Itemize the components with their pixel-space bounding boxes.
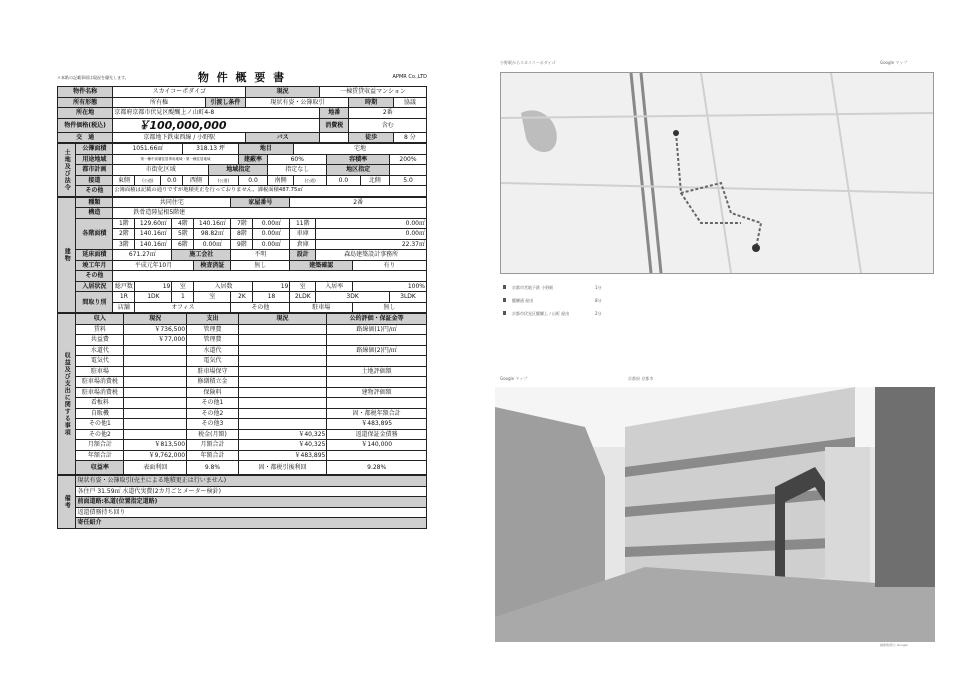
structure-label: 構造 (76, 208, 113, 219)
valuation-item (327, 356, 427, 367)
land-section-label: 土地及び法令 (58, 144, 76, 197)
income-item: 月額合計 (76, 440, 124, 451)
form-label: 所有形態 (58, 97, 113, 108)
design-value: 森島建築設計事務所 (316, 250, 427, 261)
income-item: 自販機 (76, 408, 124, 419)
finance-row (58, 356, 427, 367)
layout-2k-count: 18 (253, 292, 290, 303)
income-value: ￥77,000 (124, 335, 187, 346)
district-value: 指定なし (268, 165, 327, 176)
layout-shop: 店舗 (113, 302, 135, 313)
photo-caption: Google マップ (500, 376, 528, 381)
legend-label: 醍醐通 経由 (512, 298, 534, 303)
traffic-value: 京都地下鉄東西線 / 小野駅 (113, 132, 246, 143)
storage-area: 22.37㎡ (316, 239, 427, 250)
income-value (124, 377, 187, 388)
built-label: 竣工年月 (76, 260, 113, 271)
units-label: 総戸数 (113, 281, 135, 292)
summary-table (57, 86, 427, 143)
company-name: APMR Co.,LTD (392, 74, 427, 80)
road-east: 東側 (113, 175, 135, 186)
expense-value (238, 408, 327, 419)
photo-credit: 画像取得日: Google (880, 643, 908, 647)
remark-line: 各住戸 31.59㎡ 水道代実費(2カ月ごとメーター検針) (76, 486, 427, 497)
zone-value (390, 165, 427, 176)
expense-value (238, 419, 327, 430)
trees (875, 387, 935, 587)
remarks-label: 備考 (58, 476, 76, 529)
legend-row (500, 295, 620, 308)
layout-1r: 1R (113, 292, 135, 303)
income-value (124, 408, 187, 419)
land-other-label: その他 (76, 186, 113, 197)
rate-label: 入居率 (316, 281, 353, 292)
remark-line: 寄任紹介 (76, 518, 427, 529)
valuation-item (327, 450, 427, 461)
net-yield-value: 9.28% (327, 461, 427, 475)
road-north-width: 5.0 (390, 175, 427, 186)
units-value: 19 (135, 281, 172, 292)
expense-value: ￥483,895 (238, 450, 327, 461)
map-legend (500, 282, 620, 342)
occupied-label: 入居数 (194, 281, 253, 292)
expense-value (238, 356, 327, 367)
income-value (124, 345, 187, 356)
layout-2ldk: 2LDK (290, 292, 316, 303)
valuation-item: 固・都税年額合計 (327, 408, 427, 419)
road-north: 北側 (360, 175, 390, 186)
route-step-icon (503, 298, 506, 302)
type-value: 共同住宅 (113, 197, 231, 208)
expense-value: ￥40,325 (238, 440, 327, 451)
photo-location: 京都府 京都市 (628, 376, 654, 381)
lot-value: 2番 (349, 108, 427, 119)
finance-table (57, 313, 427, 475)
status-label: 現況 (246, 87, 320, 98)
legend-label: 京都市伏見区醍醐上ノ山町 経由 (512, 311, 570, 316)
expense-value (238, 387, 327, 398)
expense-item: 保険料 (187, 387, 239, 398)
legend-value: 2分 (595, 311, 602, 316)
net-yield-label: 固・都税引後利回 (238, 461, 327, 475)
floor-4: 4階 (172, 218, 194, 229)
confirm-value: 有り (353, 260, 427, 271)
income-value (124, 387, 187, 398)
finance-row (58, 440, 427, 451)
income-label: 収入 (76, 314, 124, 325)
design-label: 設計 (290, 250, 316, 261)
confirm-label: 建築確認 (290, 260, 353, 271)
expense-item: その他3 (187, 419, 239, 430)
income-item: 駐車場消費税 (76, 387, 124, 398)
expense-item: 管理費 (187, 335, 239, 346)
building-table (57, 197, 427, 314)
finance-row (58, 419, 427, 430)
timing-label: 時期 (349, 97, 393, 108)
bus-label: バス (246, 132, 320, 143)
valuation-item (327, 335, 427, 346)
floor-area-label: 各階面積 (76, 218, 113, 250)
route-step-icon (503, 285, 506, 289)
area-tsubo: 318.13 坪 (183, 144, 238, 155)
layout-1dk-unit: 室 (194, 292, 231, 303)
plan-value: 市街化区域 (113, 165, 209, 176)
valuation-item: ￥483,895 (327, 419, 427, 430)
expense-value (238, 324, 327, 335)
location-value: 京都府京都市伏見区醍醐上ノ山町4-8 (113, 108, 320, 119)
road-south-type: (公道) (294, 175, 327, 186)
floor-9: 9階 (231, 239, 253, 250)
floor-11: 11階 (290, 218, 316, 229)
property-name: スカイコーポダイゴ (113, 87, 246, 98)
road-west-width: 0.0 (238, 175, 268, 186)
handover-label: 引渡し条件 (205, 97, 246, 108)
route-step-icon (503, 311, 506, 315)
traffic-label: 交 通 (58, 132, 113, 143)
legend-value: 1分 (595, 285, 602, 290)
road-west-type: (公道) (209, 175, 239, 186)
lot-label: 地番 (319, 108, 349, 119)
floor-2: 2階 (113, 229, 135, 240)
floor-5: 5階 (172, 229, 194, 240)
finance-row (58, 387, 427, 398)
route-map (500, 72, 934, 274)
storage: 倉庫 (290, 239, 316, 250)
sheet-title: 物 件 概 要 書 (197, 71, 287, 84)
area-m2: 1051.66㎡ (113, 144, 183, 155)
occupied-value: 19 (253, 281, 290, 292)
occupied-unit: 室 (290, 281, 316, 292)
property-status: 一棟賃貸収益マンション (319, 87, 426, 98)
floor-4-area: 140.16㎡ (194, 218, 231, 229)
legend-label: 京都市営地下鉄 小野駅 (512, 285, 554, 290)
district-label: 地域指定 (209, 165, 268, 176)
remarks-table (57, 475, 427, 529)
map-caption: 小野駅からスカイコーポダイゴ (500, 60, 556, 65)
floor-7-area: 0.00㎡ (253, 218, 290, 229)
coverage-label: 建蔽率 (238, 154, 268, 165)
income-item: 看板料 (76, 398, 124, 409)
expense-item: 電気代 (187, 356, 239, 367)
valuation-item: 建物評価額 (327, 387, 427, 398)
expense-value (238, 366, 327, 377)
total-area-label: 延床面積 (76, 250, 113, 261)
expense-item: その他1 (187, 398, 239, 409)
house-no-label: 家屋番号 (231, 197, 290, 208)
land-other-value: 公簿面積は記載の通りですが地積更正を行っておりません。課税面積487.75㎡ (113, 186, 427, 197)
expense-value (238, 335, 327, 346)
income-item: その他1 (76, 419, 124, 430)
inspect-label: 検査済証 (194, 260, 231, 271)
income-item: 駐車場 (76, 366, 124, 377)
building-photo (495, 387, 935, 642)
sheet-header (57, 68, 427, 86)
finance-section-label: 収益及び支出に関する事項 (58, 314, 76, 475)
remark-line: 返還債務持ち回り (76, 507, 427, 518)
remark-line: 前面道路:私道(位置指定道路) (76, 497, 427, 508)
expense-value (238, 345, 327, 356)
layout-3ldk: 3LDK (389, 292, 426, 303)
header-note: ＊本紙の記載事項は現況を優先します。 (57, 75, 129, 80)
expense-value (238, 398, 327, 409)
walk-value: 8 分 (393, 132, 426, 143)
map-caption-source: Google マップ (880, 60, 908, 65)
legend-row (500, 308, 620, 321)
floor-9-area: 0.00㎡ (253, 239, 290, 250)
expense-value (238, 377, 327, 388)
income-item: 賃料 (76, 324, 124, 335)
yield-label: 収益率 (76, 461, 124, 475)
expense-label: 支出 (187, 314, 239, 325)
income-value (124, 356, 187, 367)
road-south-width: 0.0 (327, 175, 360, 186)
gross-yield-value: 9.8% (187, 461, 239, 475)
layout-1dk-count: 1 (172, 292, 194, 303)
expense-item: 修繕積立金 (187, 377, 239, 388)
route-map-graphic (501, 73, 933, 273)
tax-label: 消費税 (319, 118, 349, 132)
income-item: 水道代 (76, 345, 124, 356)
finance-row (58, 324, 427, 335)
station-marker (673, 130, 679, 136)
layout-office: オフィス (135, 302, 231, 313)
tax-value: 含む (349, 118, 427, 132)
remark-line: 現状有姿・公簿取引(売主による地積更正は行いません) (76, 476, 427, 487)
garage: 車庫 (290, 229, 316, 240)
coverage-value: 60% (268, 154, 327, 165)
income-value (124, 419, 187, 430)
expense-item: 管理費 (187, 324, 239, 335)
destination-marker (752, 244, 760, 252)
valuation-item (327, 398, 427, 409)
garage-area: 0.00㎡ (316, 229, 427, 240)
income-item: 共益費 (76, 335, 124, 346)
zone-label: 地区指定 (327, 165, 390, 176)
built-value: 平成元年10月 (113, 260, 194, 271)
building-other-label: その他 (76, 271, 113, 282)
income-value (124, 366, 187, 377)
valuation-item: ￥140,000 (327, 440, 427, 451)
zoning-value: 第一種中高層住居専用地域・第一種住居地域 (113, 154, 238, 165)
expense-item: 月額合計 (187, 440, 239, 451)
far-value: 200% (390, 154, 427, 165)
income-item: 年額合計 (76, 450, 124, 461)
finance-row (58, 345, 427, 356)
income-item: その他2 (76, 429, 124, 440)
valuation-item: 路線価(2)円/㎡ (327, 345, 427, 356)
area-label: 公簿面積 (76, 144, 113, 155)
layout-other: その他 (231, 302, 290, 313)
builder-value: 不明 (231, 250, 290, 261)
income-value (124, 429, 187, 440)
timing-value: 協議 (393, 97, 426, 108)
income-value: ￥736,500 (124, 324, 187, 335)
valuation-label: 公的評価・保証金等 (327, 314, 427, 325)
occupancy-label: 入居状況 (76, 281, 113, 292)
building-section-label: 建物 (58, 197, 76, 313)
finance-row (58, 366, 427, 377)
house-no-value: 2番 (290, 197, 427, 208)
layout-label: 間取り別 (76, 292, 113, 313)
road-west: 西側 (183, 175, 209, 186)
expense-item: 年額合計 (187, 450, 239, 461)
income-item: 電気代 (76, 356, 124, 367)
walk-label: 徒歩 (349, 132, 393, 143)
price-label: 物件価格(税込) (58, 118, 113, 132)
floor-3: 3階 (113, 239, 135, 250)
road-south: 南側 (268, 175, 294, 186)
expense-current-label: 現況 (238, 314, 327, 325)
building-other-value (113, 271, 427, 282)
layout-3dk: 3DK (316, 292, 390, 303)
parking-value: 無し (353, 302, 427, 313)
valuation-item: 路線価(1)円/㎡ (327, 324, 427, 335)
handover-condition: 現状有姿・公簿取引 (246, 97, 349, 108)
ownership-form: 所有権 (113, 97, 205, 108)
valuation-item: 返還保証金債務 (327, 429, 427, 440)
floor-8: 8階 (231, 229, 253, 240)
parking-label: 駐車場 (290, 302, 353, 313)
valuation-item: 土地評価額 (327, 366, 427, 377)
finance-row (58, 408, 427, 419)
gross-yield-label: 表面利回 (124, 461, 187, 475)
floor-6: 6階 (172, 239, 194, 250)
structure-value: 鉄骨造陸屋根5階建 (113, 208, 427, 219)
floor-11-area: 0.00㎡ (316, 218, 427, 229)
floor-8-area: 0.00㎡ (253, 229, 290, 240)
inspect-value: 無し (231, 260, 290, 271)
property-summary-sheet (57, 68, 427, 529)
finance-row (58, 450, 427, 461)
income-value (124, 398, 187, 409)
expense-value: ￥40,325 (238, 429, 327, 440)
legend-row (500, 282, 620, 295)
income-value: ￥813,500 (124, 440, 187, 451)
floor-5-area: 98.82㎡ (194, 229, 231, 240)
road-east-width: 0.0 (161, 175, 183, 186)
bus-value (319, 132, 349, 143)
location-label: 所在地 (58, 108, 113, 119)
rate-value: 100% (353, 281, 427, 292)
expense-item: 税金(月額) (187, 429, 239, 440)
floor-2-area: 140.16㎡ (135, 229, 172, 240)
plan-label: 都市計画 (76, 165, 113, 176)
finance-row (58, 429, 427, 440)
layout-1dk: 1DK (135, 292, 172, 303)
zoning-label: 用途地域 (76, 154, 113, 165)
floor-3-area: 140.16㎡ (135, 239, 172, 250)
category-value: 宅地 (294, 144, 427, 155)
finance-row (58, 377, 427, 388)
floor-6-area: 0.00㎡ (194, 239, 231, 250)
expense-item: 水道代 (187, 345, 239, 356)
road-east-type: (公道) (135, 175, 161, 186)
floor-1-area: 129.60㎡ (135, 218, 172, 229)
total-area-value: 671.27㎡ (113, 250, 172, 261)
type-label: 種類 (76, 197, 113, 208)
expense-item: その他2 (187, 408, 239, 419)
land-table (57, 143, 427, 197)
price-value: ￥100,000,000 (113, 118, 320, 132)
name-label: 物件名称 (58, 87, 113, 98)
floor-1: 1階 (113, 218, 135, 229)
building-photo-graphic (495, 387, 935, 642)
legend-value: 8分 (595, 298, 602, 303)
finance-row (58, 398, 427, 409)
units-unit: 室 (172, 281, 194, 292)
income-value: ￥9,762,000 (124, 450, 187, 461)
expense-item: 駐車場保守 (187, 366, 239, 377)
far-label: 容積率 (327, 154, 390, 165)
road-label: 接道 (76, 175, 113, 186)
builder-label: 施工会社 (172, 250, 231, 261)
category-label: 地目 (238, 144, 293, 155)
income-current-label: 現況 (124, 314, 187, 325)
valuation-item (327, 377, 427, 388)
layout-2k: 2K (231, 292, 253, 303)
floor-7: 7階 (231, 218, 253, 229)
income-item: 駐車場消費税 (76, 377, 124, 388)
finance-row (58, 335, 427, 346)
